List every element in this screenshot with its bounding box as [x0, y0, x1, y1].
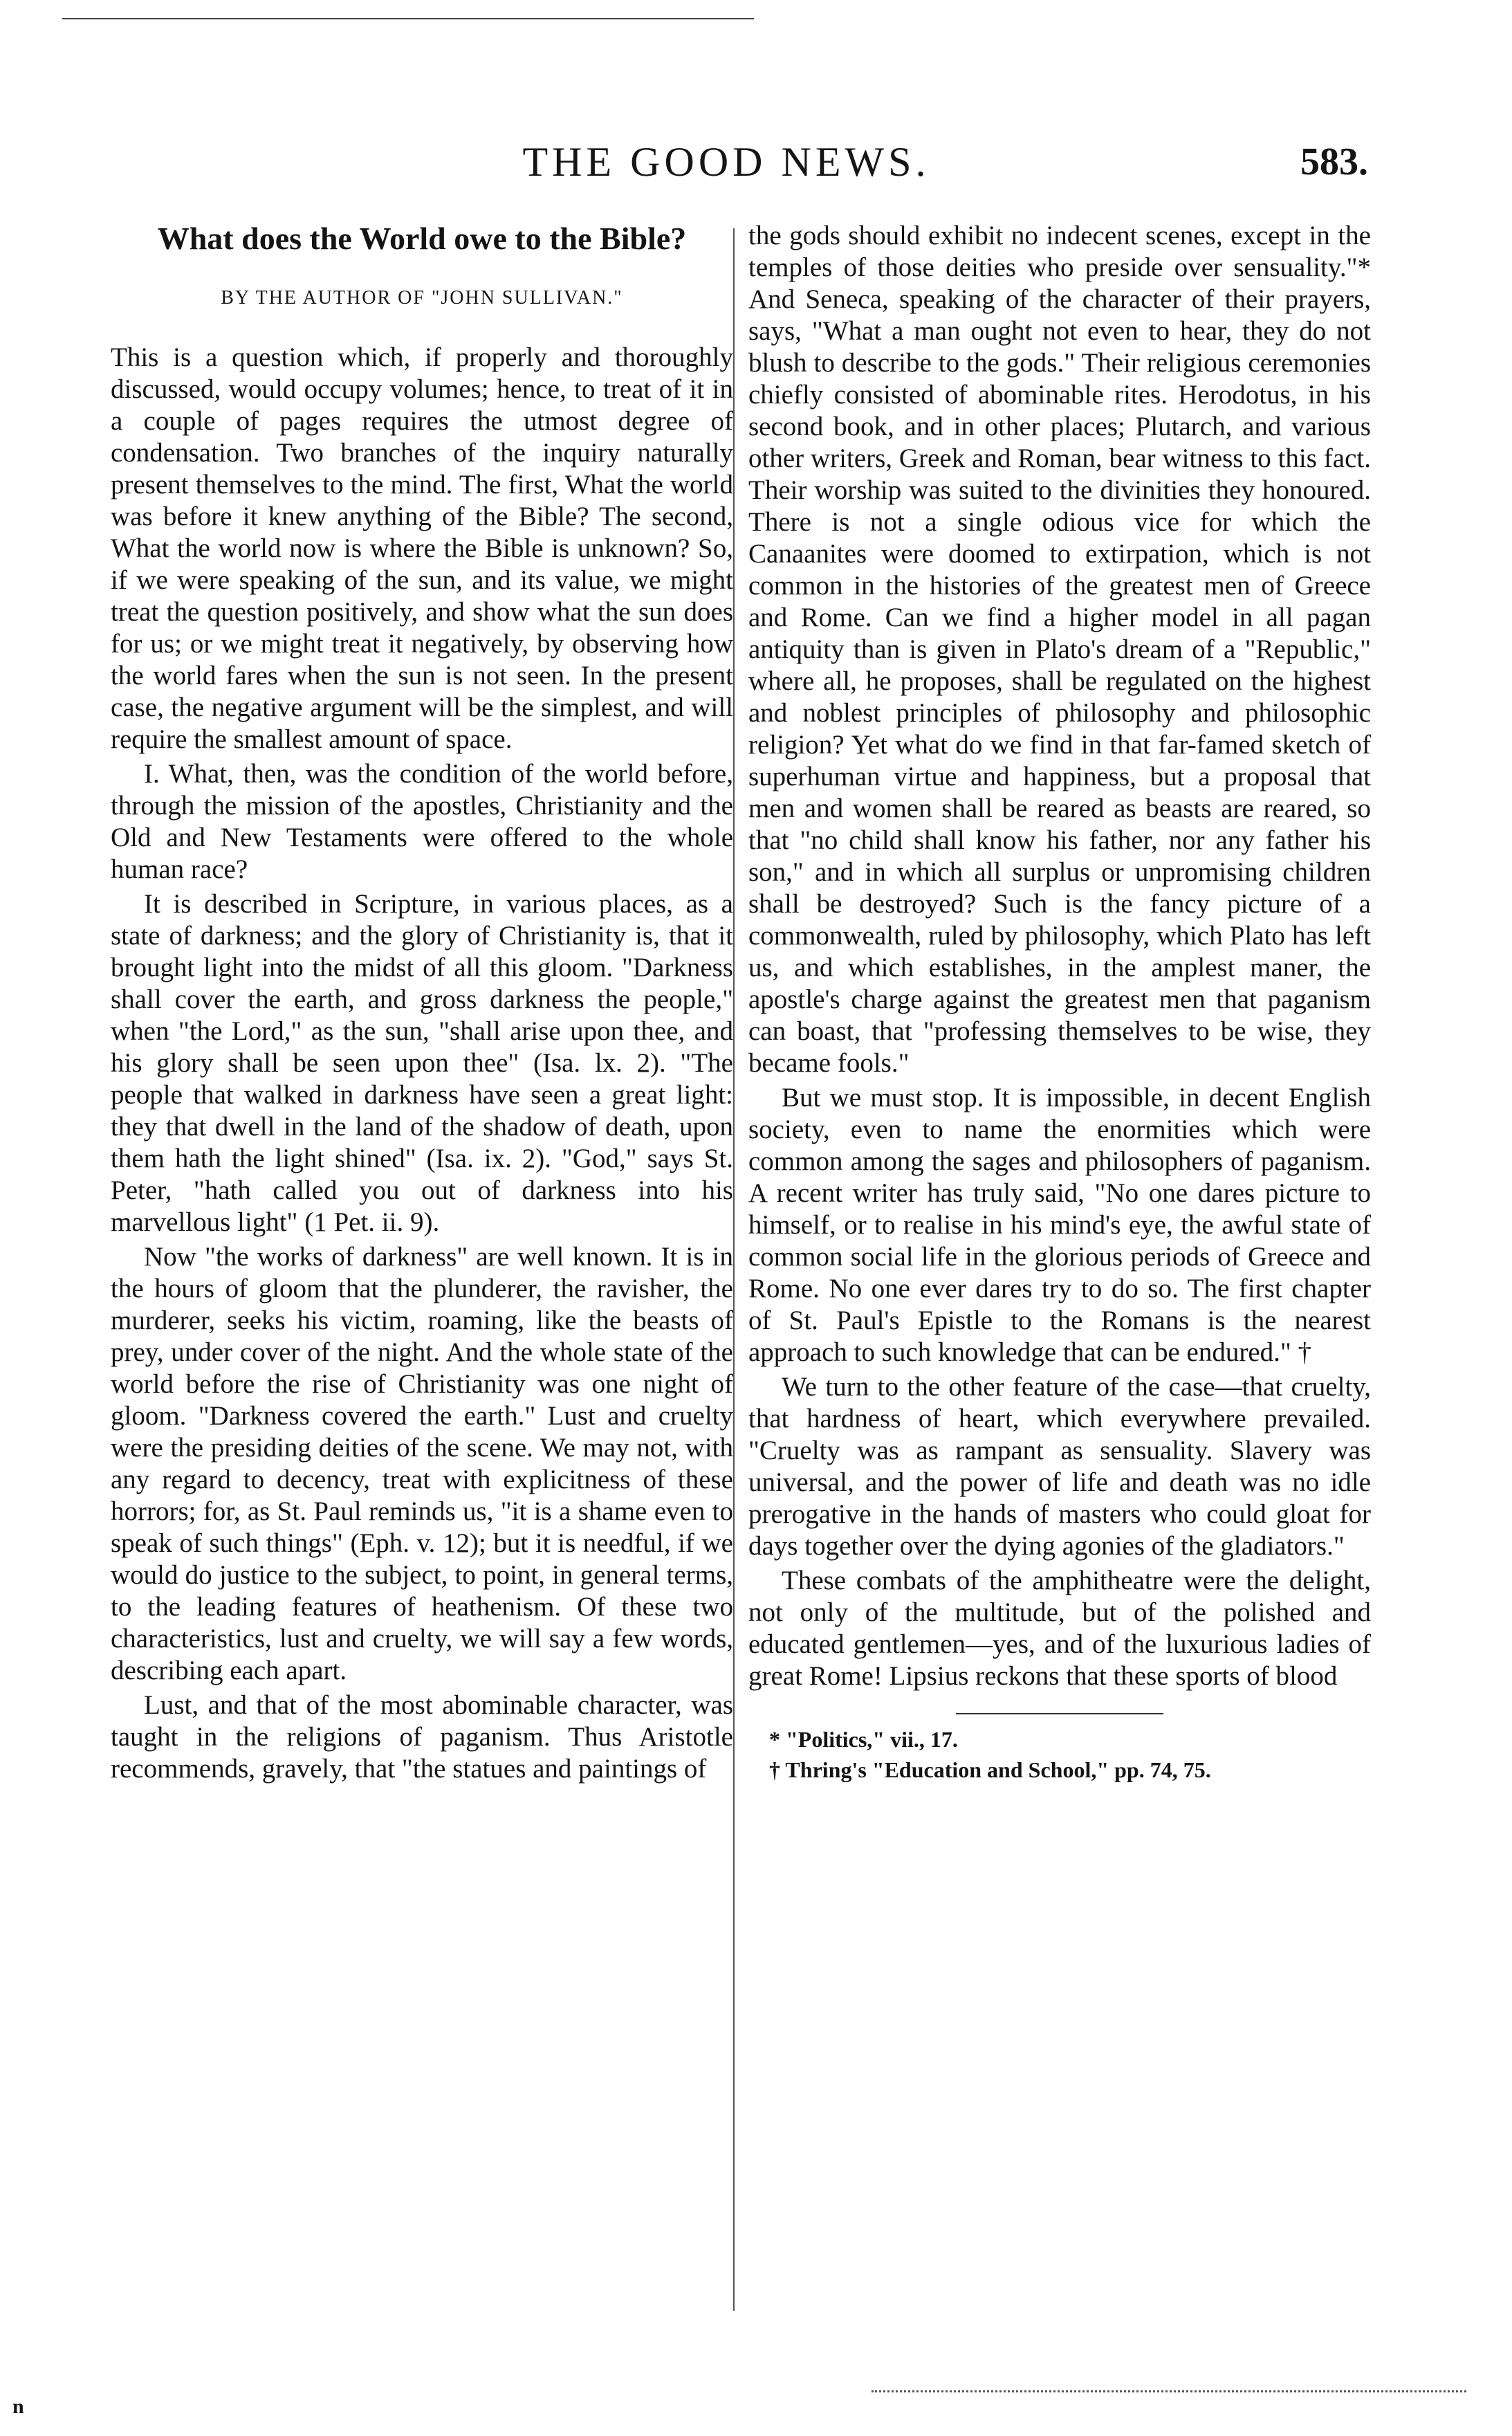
article-byline: BY THE AUTHOR OF "JOHN SULLIVAN."	[221, 287, 623, 309]
paragraph: Now "the works of darkness" are well known. It is in the hours of gloom that the plunderer, the ravisher, the murderer, seeks his victim, roaming, like the beasts of prey, under cover of the night. And the whole state of the world before the rise of Christianity was one night of gloom. "Darkness covered the earth." Lust and cruelty were the presiding deities of the scene. We may not, with any regard to decency, treat with explicitness of these horrors; for, as St. Paul reminds us, "it is a shame even to speak of such things" (Eph. v. 12); but it is needful, if we would do justice to the subject, to point, in general terms, to the leading features of heathenism. Of these two characteristics, lust and cruelty, we will say a few words, describing each apart.	[111, 1242, 733, 1685]
running-title: THE GOOD NEWS.	[522, 139, 930, 185]
corner-mark: n	[12, 2395, 24, 2418]
paragraph: But we must stop. It is impossible, in decent English society, even to name the enormities which were common among the sages and philosophers of paganism. A recent writer has truly said, "No one dares picture to himself, or to realise in his mind's eye, the awful state of common social life in the glorious periods of Greece and Rome. No one ever dares try to do so. The first chapter of St. Paul's Epistle to the Romans is the nearest approach to such knowledge that can be endured." †	[748, 1083, 1371, 1367]
footnote: † Thring's "Education and School," pp. 74, 75.	[769, 1757, 1211, 1782]
paragraph: the gods should exhibit no indecent scenes, except in the temples of those deities who preside over sensuality."* And Seneca, speaking of the character of their prayers, says, "What a man ought not even to hear, they do not blush to describe to the gods." Their religious ceremonies chiefly consisted of abominable rites. Herodotus, in his second book, and in other places; Plutarch, and various other writers, Greek and Roman, bear witness to this fact. Their worship was suited to the divinities they honoured. There is not a single odious vice for which the Canaanites were doomed to extirpation, which is not common in the histories of the greatest men of Greece and Rome. Can we find a higher model in all pagan antiquity than is given in Plato's dream of a "Republic," where all, he proposes, shall be regulated on the highest and noblest principles of philosophy and philosophic religion? Yet what do we find in that far-famed sketch of superhuman virtue and happiness, but a proposal that men and women shall be reared as beasts are reared, so that "no child shall know his father, nor any father his son," and in which all surplus or unpromising children shall be destroyed? Such is the fancy picture of a commonwealth, ruled by philosophy, which Plato has left us, and which establishes, in the amplest maner, the apostle's charge against the greatest men that paganism can boast, that "professing themselves to be wise, they became fools."	[748, 221, 1371, 1078]
running-head	[0, 131, 1512, 187]
left-column	[111, 220, 733, 1785]
page-number: 583.	[1300, 140, 1368, 183]
column-divider	[733, 228, 735, 2311]
footnote: * "Politics," vii., 17.	[769, 1727, 958, 1752]
paragraph: These combats of the amphitheatre were the delight, not only of the multitude, but of the polished and educated gentlemen—yes, and of the luxurious ladies of great Rome! Lipsius reckons that these sports of blood	[748, 1566, 1371, 1691]
paragraph: Lust, and that of the most abominable character, was taught in the religions of paganism. Thus Aristotle recommends, gravely, that "the statues and paintings of	[111, 1690, 733, 1784]
paragraph: It is described in Scripture, in various places, as a state of darkness; and the glory of Christianity is, that it brought light into the midst of all this gloom. "Darkness shall cover the earth, and gross darkness the people," when "the Lord," as the sun, "shall arise upon thee, and his glory shall be seen upon thee" (Isa. lx. 2). "The people that walked in darkness have seen a great light: they that dwell in the land of the shadow of death, upon them hath the light shined" (Isa. ix. 2). "God," says St. Peter, "hath called you out of darkness into his marvellous light" (1 Pet. ii. 9).	[111, 889, 733, 1237]
paragraph: We turn to the other feature of the case—that cruelty, that hardness of heart, which everywhere prevailed. "Cruelty was as rampant as sensuality. Slavery was universal, and the power of life and death was no idle prerogative in the hands of masters who could gloat for days together over the dying agonies of the gladiators."	[748, 1372, 1371, 1561]
paragraph: This is a question which, if properly and thoroughly discussed, would occupy volumes; hence, to treat of it in a couple of pages requires the utmost degree of condensation. Two branches of the inquiry naturally present themselves to the mind. The first, What the world was before it knew anything of the Bible? The second, What the world now is where the Bible is unknown? So, if we were speaking of the sun, and its value, we might treat the question positively, and show what the sun does for us; or we might treat it negatively, by observing how the world fares when the sun is not seen. In the present case, the negative argument will be the simplest, and will require the smallest amount of space.	[111, 342, 733, 754]
top-rule	[62, 18, 754, 19]
bottom-rule	[872, 2390, 1466, 2392]
paragraph: I. What, then, was the condition of the world before, through the mission of the apostles, Christianity and the Old and New Testaments were offered to the whole human race?	[111, 759, 733, 884]
footnote-rule	[956, 1713, 1163, 1714]
right-column	[748, 220, 1371, 1784]
article-title: What does the World owe to the Bible?	[157, 221, 687, 256]
